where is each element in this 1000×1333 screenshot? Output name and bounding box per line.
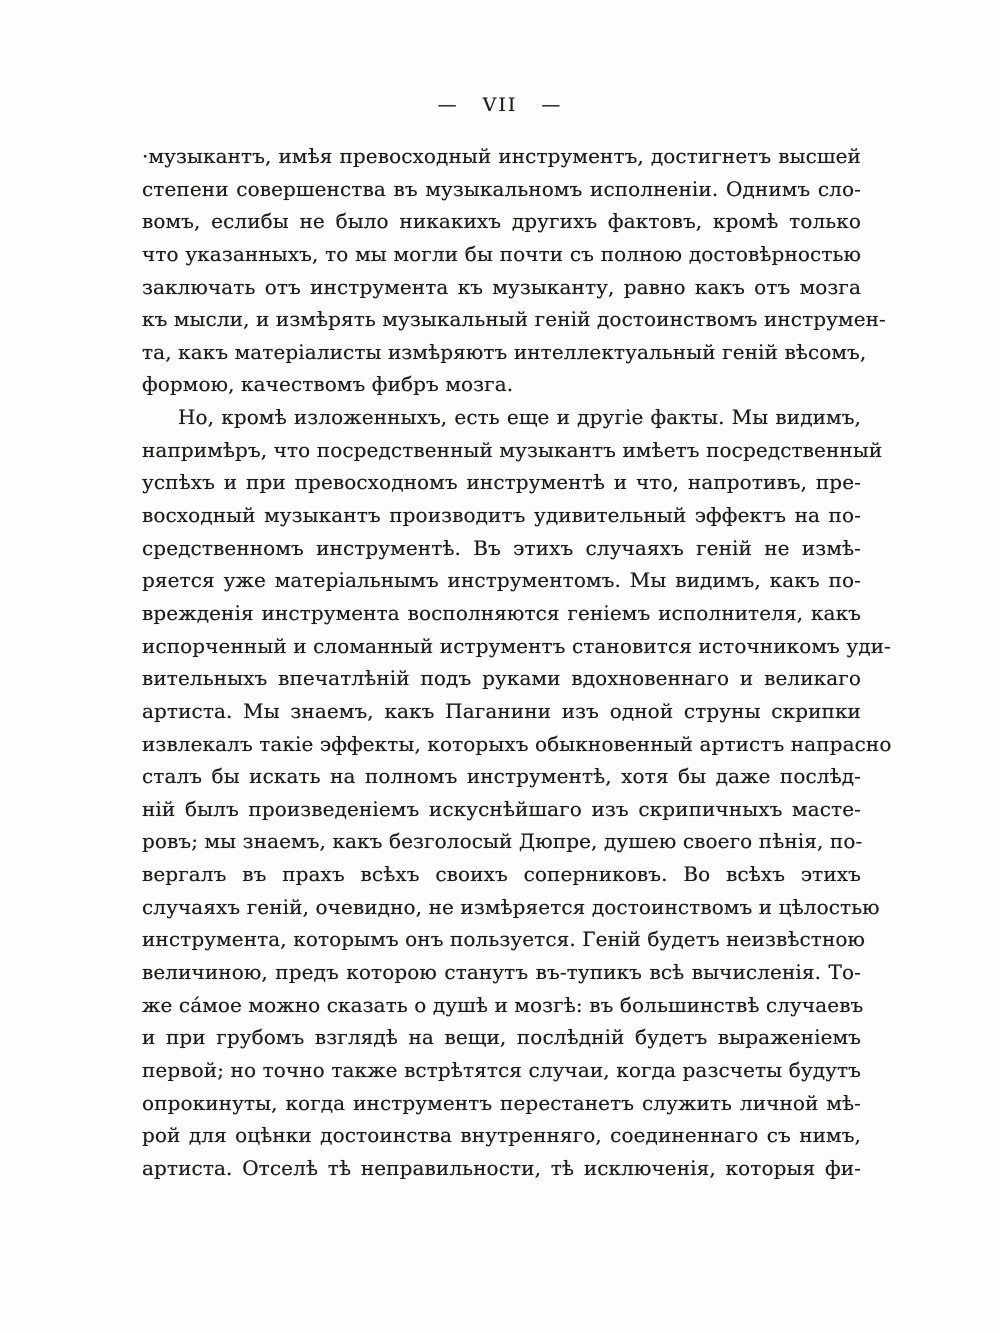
text-line: и при грубомъ взглядѣ на вещи, послѣдній будетъ выраженіемъ: [142, 1025, 861, 1050]
text-line: успѣхъ и при превосходномъ инструментѣ и что, напротивъ, пре-: [142, 470, 861, 495]
text-line: испорченный и сломанный иструментъ становится источникомъ уди-: [142, 633, 891, 658]
text-line: опрокинуты, когда инструментъ перестанетъ служить личной мѣ-: [142, 1090, 861, 1115]
text-line: къ мысли, и измѣрять музыкальный геній достоинствомъ инструмен-: [142, 307, 886, 332]
text-line: артиста. Мы знаемъ, какъ Паганини изъ одной струны скрипки: [142, 698, 861, 723]
text-line: артиста. Отселѣ тѣ неправильности, тѣ исключенія, которыя фи-: [142, 1155, 861, 1180]
text-line: ровъ; мы знаемъ, какъ безголосый Дюпре, душею своего пѣнія, по-: [142, 829, 863, 854]
text-line: же са́мое можно сказать о душѣ и мозгѣ: въ большинствѣ случаевъ: [142, 992, 864, 1017]
text-line: средственномъ инструментѣ. Въ этихъ случаяхъ геній не измѣ-: [142, 535, 861, 560]
text-line: формою, качествомъ фибръ мозга.: [142, 372, 514, 397]
text-line: вомъ, еслибы не было никакихъ другихъ фактовъ, кромѣ только: [142, 209, 861, 234]
text-line: первой; но точно также встрѣтятся случаи, когда разсчеты будутъ: [142, 1057, 861, 1082]
text-line: случаяхъ геній, очевидно, не измѣряется достоинствомъ и цѣлостью: [142, 894, 880, 919]
text-line: та, какъ матеріалисты измѣряютъ интеллектуальный геній вѣсомъ,: [142, 339, 867, 364]
text-line: степени совершенства въ музыкальномъ исполненіи. Однимъ сло-: [142, 176, 861, 201]
text-block: [142, 140, 892, 1185]
text-line: ряется уже матеріальнымъ инструментомъ. Мы видимъ, какъ по-: [142, 568, 861, 593]
text-line: ·музыкантъ, имѣя превосходный инструментъ, достигнетъ высшей: [142, 144, 861, 168]
text-line: что указанныхъ, то мы могли бы почти съ полною достовѣрностью: [142, 241, 861, 266]
text-line: вергалъ въ прахъ всѣхъ своихъ соперниковъ. Во всѣхъ этихъ: [142, 862, 861, 887]
page-number-header: — VII —: [437, 94, 563, 116]
text-line: вительныхъ впечатлѣній подъ руками вдохновеннаго и великаго: [142, 666, 861, 691]
text-line: заключать отъ инструмента къ музыканту, равно какъ отъ мозга: [142, 274, 861, 299]
text-line: восходный музыкантъ производитъ удивительный эффектъ на по-: [142, 503, 861, 528]
text-line: врежденія инструмента восполняются геніемъ исполнителя, какъ: [142, 600, 861, 625]
text-line: рой для оцѣнки достоинства внутренняго, соединеннаго съ нимъ,: [142, 1123, 861, 1148]
text-line: величиною, предъ которою станутъ въ-тупикъ всѣ вычисленія. То-: [142, 960, 861, 985]
text-line: инструмента, которымъ онъ пользуется. Геній будетъ неизвѣстною: [142, 927, 866, 952]
text-line: сталъ бы искать на полномъ инструментѣ, хотя бы даже послѣд-: [142, 764, 861, 789]
text-line: Но, кромѣ изложенныхъ, есть еще и другіе факты. Мы видимъ,: [178, 405, 861, 430]
text-line: извлекалъ такіе эффекты, которыхъ обыкновенный артистъ напрасно: [142, 731, 892, 756]
text-line: напримѣръ, что посредственный музыкантъ имѣетъ посредственный: [142, 437, 883, 462]
text-line: ній былъ произведеніемъ искуснѣйшаго изъ скрипичныхъ масте-: [142, 796, 861, 821]
